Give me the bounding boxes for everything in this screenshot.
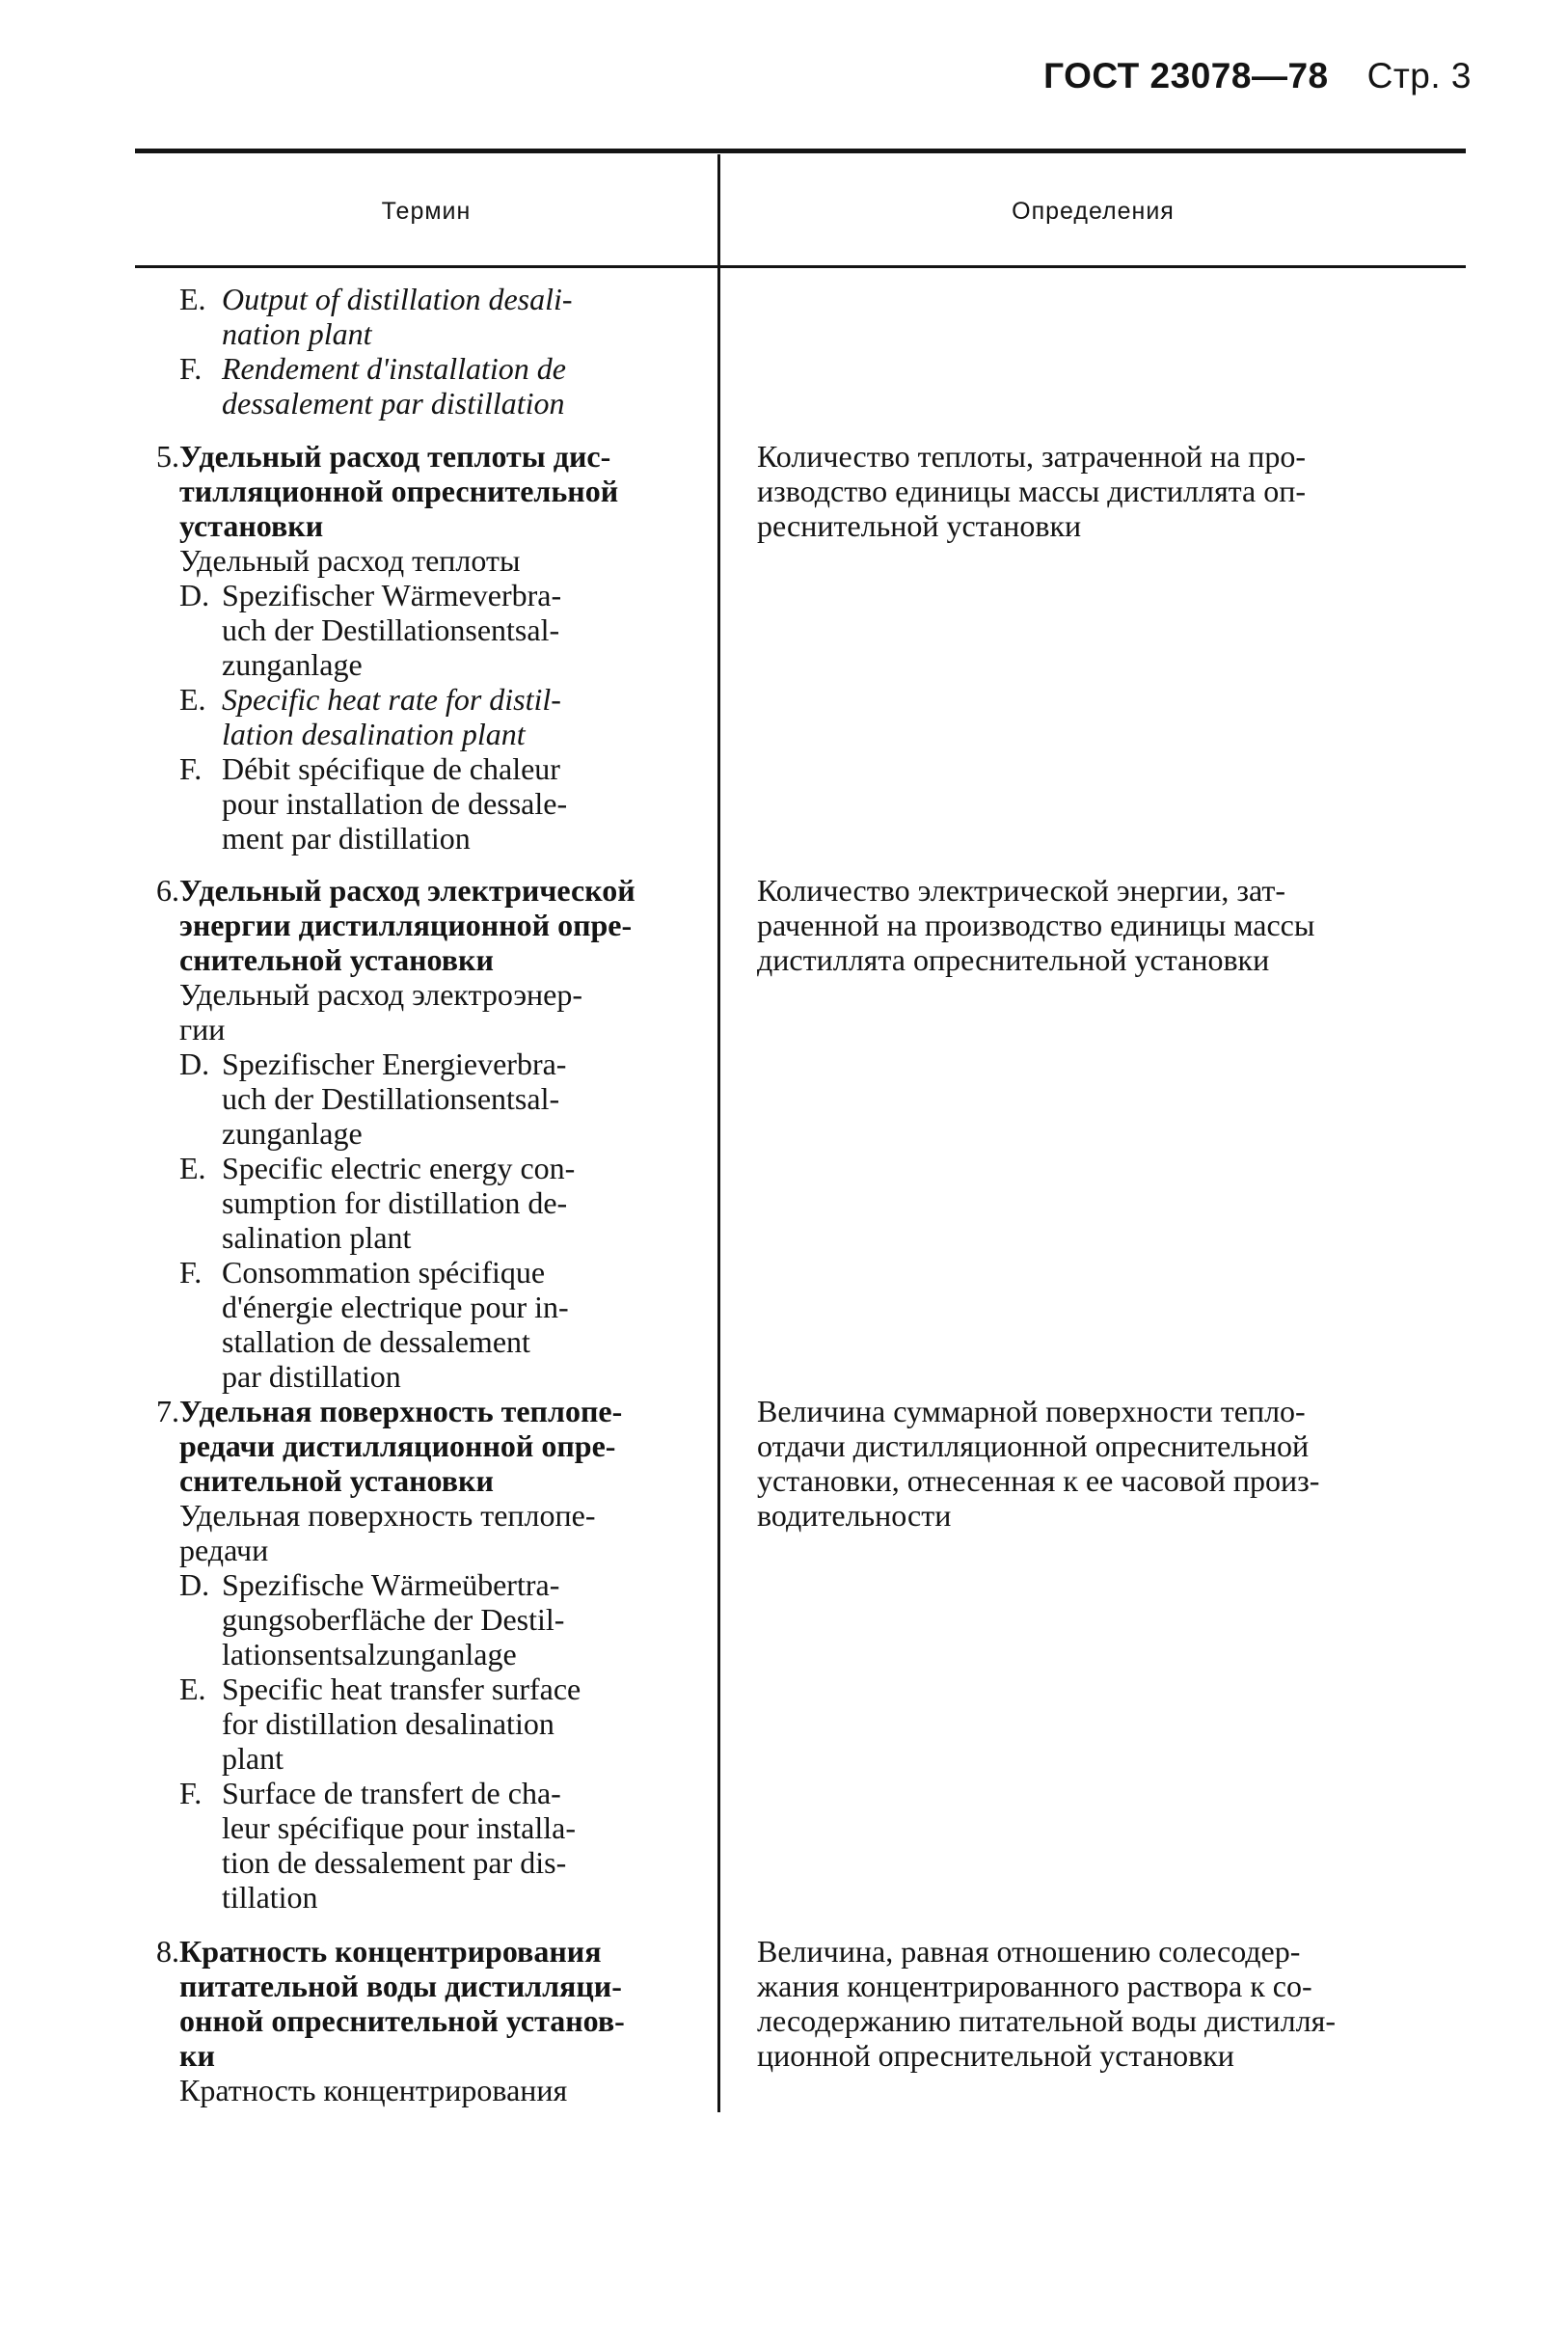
column-header-term: Термин — [381, 198, 472, 225]
lang-english: E. Output of distillation desali- nation plant — [179, 282, 573, 351]
table-header-rule — [135, 265, 1466, 268]
term-title: Удельная поверхность теплопе- редачи дистилляционной опре- снительной установки — [179, 1394, 623, 1498]
running-header — [1043, 56, 1472, 96]
short-term: Удельный расход электроэнер- гии — [179, 977, 583, 1046]
lang-german: D. Spezifische Wärmeübertra- gungsoberfläche der Destil- lationsentsalzunganlage — [179, 1567, 565, 1671]
lang-english: E. Specific heat rate for distil- lation desalination plant — [179, 682, 561, 751]
definition-entry-7: Величина суммарной поверхности тепло- отдачи дистилляционной опреснительной установки, отнесенная к ее часовой произ- водительности — [757, 1394, 1320, 1533]
lang-german: D. Spezifischer Wärmeverbra- uch der Destillationsentsal- zunganlage — [179, 578, 562, 682]
standard-number: ГОСТ 23078—78 — [1043, 56, 1329, 95]
short-term: Удельная поверхность теплопе- редачи — [179, 1498, 596, 1567]
entry-number: 7. — [156, 1394, 179, 1428]
lang-english: E. Specific heat transfer surface for distillation desalination plant — [179, 1671, 581, 1776]
term-title: Кратность концентрирования питательной воды дистилляци- онной опреснительной установ- ки — [179, 1934, 625, 2073]
column-header-definition: Определения — [1012, 198, 1175, 225]
column-divider — [717, 154, 720, 2112]
entry-number: 6. — [156, 873, 179, 908]
short-term: Кратность концентрирования — [179, 2073, 568, 2107]
lang-french: F. Consommation spécifique d'énergie electrique pour in- stallation de dessalement par distillation — [179, 1255, 569, 1394]
definition-entry-5: Количество теплоты, затраченной на про- изводство единицы массы дистиллята оп- реснительной установки — [757, 439, 1307, 543]
definition-entry-6: Количество электрической энергии, зат- раченной на производство единицы массы дистиллята опреснительной установки — [757, 873, 1315, 977]
page-number: Стр. 3 — [1366, 56, 1472, 95]
lang-english: E. Specific electric energy con- sumption for distillation de- salination plant — [179, 1151, 576, 1255]
term-entry-7 — [125, 1394, 704, 1915]
definition-entry-8: Величина, равная отношению солесодер- жания концентрированного раствора к со- лесодержанию питательной воды дистилля- ционной опреснительной установки — [757, 1934, 1336, 2073]
table-top-rule — [135, 149, 1466, 153]
term-title: Удельный расход электрической энергии дистилляционной опре- снительной установки — [179, 873, 635, 977]
lang-french: F. Débit spécifique de chaleur pour installation de dessale- ment par distillation — [179, 751, 568, 856]
short-term: Удельный расход теплоты — [179, 543, 521, 578]
entry-number: 8. — [156, 1934, 179, 1969]
term-entry-5 — [125, 439, 704, 856]
entry-number: 5. — [156, 439, 179, 474]
term-entry-8 — [125, 1934, 704, 2107]
term-entry-6 — [125, 873, 704, 1394]
term-continuation — [125, 282, 704, 421]
lang-french: F. Surface de transfert de cha- leur spécifique pour installa- tion de dessalement par dis- tillation — [179, 1776, 576, 1915]
lang-french: F. Rendement d'installation de dessalement par distillation — [179, 351, 566, 421]
lang-german: D. Spezifischer Energieverbra- uch der Destillationsentsal- zunganlage — [179, 1046, 567, 1151]
term-title: Удельный расход теплоты дис- тилляционной опреснительной установки — [179, 439, 619, 543]
